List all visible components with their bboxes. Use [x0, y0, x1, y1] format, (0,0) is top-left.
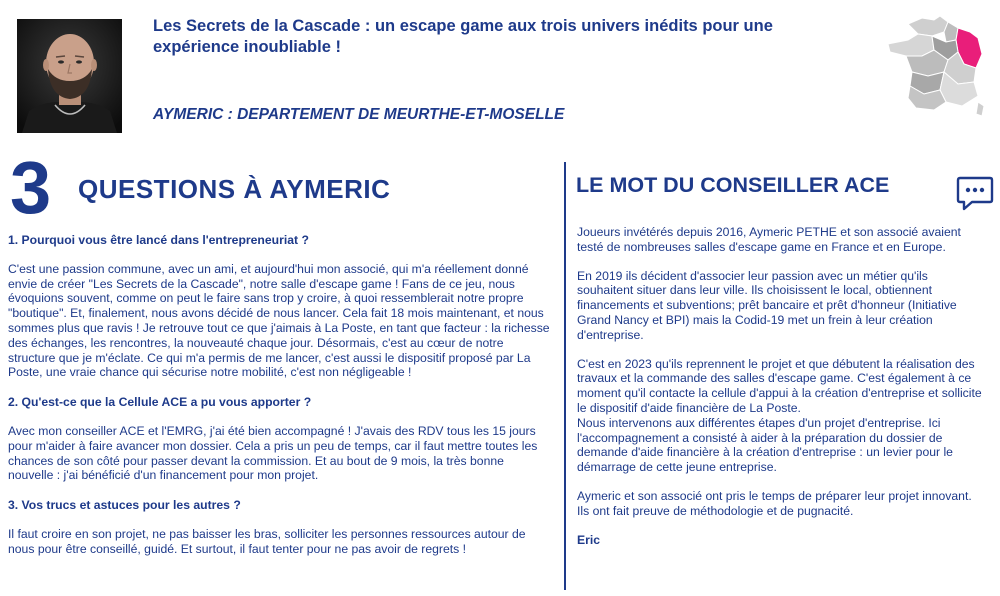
- portrait-illustration: [17, 19, 122, 133]
- conseiller-paragraph-3: C'est en 2023 qu'ils reprennent le projet et que débutent la réalisation des travaux et la commande des salles d'escape game. C'est également à ce moment qu'il contacte la cellule d'appui à la création d'entreprise et sollicite le dispositif d'aide financière de La Poste.: [577, 356, 982, 415]
- conseiller-paragraph-4: Nous intervenons aux différentes étapes d'un projet d'entreprise. Ici l'accompagnement a consisté à aider à la préparation du dossier de demande d'aide financière à la création d'entreprise : un levier pour le démarrage de cette jeune entreprise.: [577, 415, 953, 475]
- interview-section: [8, 233, 552, 572]
- conseiller-paragraph-2: En 2019 ils décident d'associer leur passion avec un métier qu'ils souhaitent situer dans leur ville. Ils choisissent le local, obtiennent financements et subventions; prêt bancaire et prêt d'honneur (Initiative Grand Nancy et BPI) mais la Codid-19 met un frein à leur création d'entreprise.: [577, 268, 957, 342]
- answer-3: Il faut croire en son projet, ne pas baisser les bras, solliciter les personnes ressources autour de nous pour être conseillé, guidé. Et surtout, il faut tenter pour ne pas avoir de regrets !: [8, 526, 526, 556]
- conseiller-section: [577, 225, 987, 561]
- signature: Eric: [577, 532, 601, 547]
- portrait-photo: [17, 19, 122, 133]
- answer-1: C'est une passion commune, avec un ami, et aujourd'hui mon associé, qui m'a réellement donné envie de créer "Les Secrets de la Cascade", notre salle d'escape game ! Fans de ce jeu, nous évoquions souvent, comme on peut le faire sans trop y croire, à quoi ressemblerait notre propre "boutique". Et, finalement, nous avons décidé de nous lancer. Cela fait 18 mois maintenant, et nous sommes plus que ravis ! Je retrouve tout ce que j'aimais à La Poste, en tant que facteur : la richesse des échanges, les rencontres, la nouveauté chaque jour. Désormais, c'est au cœur de notre structure que je m'éclate. Ce qui m'a permis de me lancer, c'est aussi le dispositif proposé par La Poste, une vraie chance qui sécurise notre mobilité, c'est non négligeable !: [8, 261, 550, 380]
- question-2: 2. Qu'est-ce que la Cellule ACE a pu vous apporter ?: [8, 395, 312, 410]
- question-3: 3. Vos trucs et astuces pour les autres ?: [8, 498, 241, 513]
- chat-bubble-icon: [956, 174, 994, 212]
- conseiller-paragraph-1: Joueurs invétérés depuis 2016, Aymeric PETHE et son associé avaient testé de nombreuses salles d'escape game en France et en Europe.: [577, 225, 961, 254]
- conseiller-paragraph-5: Aymeric et son associé ont pris le temps de préparer leur projet innovant. Ils ont fait preuve de méthodologie et de pugnacité.: [577, 488, 972, 518]
- article-title: Les Secrets de la Cascade : un escape game aux trois univers inédits pour une expérience inoubliable !: [153, 17, 773, 56]
- conseiller-heading: LE MOT DU CONSEILLER ACE: [576, 173, 890, 197]
- questions-heading: QUESTIONS À AYMERIC: [78, 174, 391, 204]
- france-map-icon: [878, 10, 992, 120]
- column-divider: [564, 162, 566, 590]
- question-1: 1. Pourquoi vous être lancé dans l'entrepreneuriat ?: [8, 233, 309, 247]
- big-number: 3: [10, 146, 52, 229]
- answer-2: Avec mon conseiller ACE et l'EMRG, j'ai été bien accompagné ! J'avais des RDV tous les 15 jours pour m'aider à faire avancer mon dossier. Cela a pris un peu de temps, car il faut mettre toutes les chances de son côté pour passer devant la commission. Et au bout de 9 mois, la très bonne nouvelle : j'ai bénéficié d'un financement pour mon projet.: [8, 423, 538, 483]
- article-subtitle: AYMERIC : DEPARTEMENT DE MEURTHE-ET-MOSELLE: [153, 106, 565, 123]
